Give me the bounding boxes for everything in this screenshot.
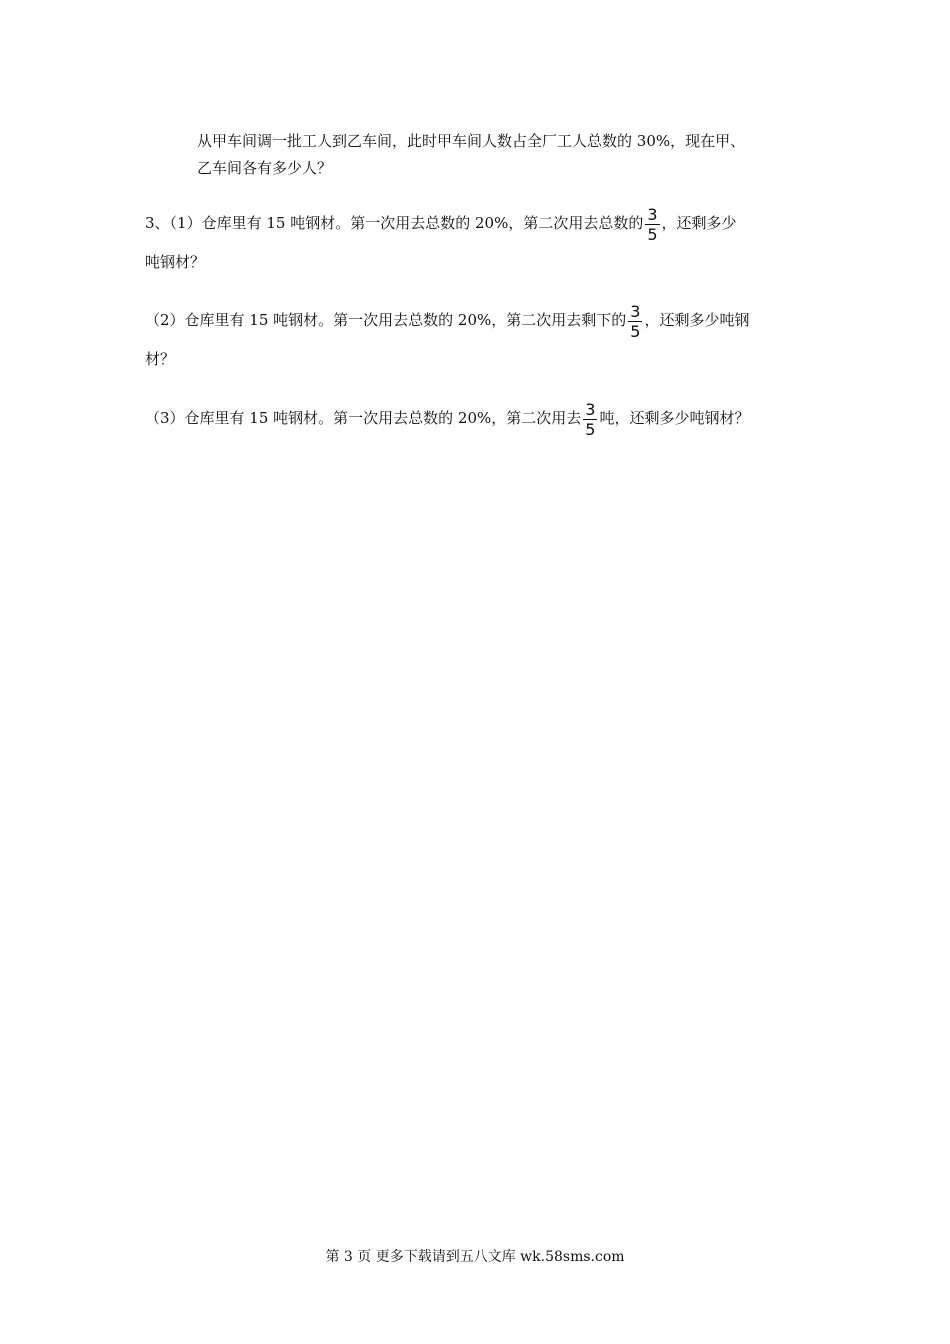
fraction	[645, 205, 659, 244]
q3-part1-text-before: 3、（1）仓库里有 15 吨钢材。第一次用去总数的 20%，第二次用去总数的	[145, 214, 644, 232]
fraction-denominator: 5	[585, 419, 596, 439]
fraction-denominator: 5	[630, 321, 641, 341]
fraction-denominator: 5	[647, 224, 658, 244]
q3-part2-text-after: ，还剩多少吨钢	[644, 311, 750, 329]
fraction-numerator: 3	[647, 204, 658, 224]
fraction-numerator: 3	[630, 301, 641, 321]
q3-part1-line2: 吨钢材？	[145, 253, 206, 271]
fraction	[628, 302, 642, 341]
q3-part3-text-before: （3）仓库里有 15 吨钢材。第一次用去总数的 20%，第二次用去	[145, 409, 582, 427]
q2-continuation-line1: 从甲车间调一批工人到乙车间，此时甲车间人数占全厂工人总数的 30%，现在甲、	[197, 132, 746, 150]
q3-part2-line2: 材？	[145, 350, 176, 368]
page-footer: 第 3 页 更多下载请到五八文库 wk.58sms.com	[325, 1249, 625, 1265]
q3-part3-text-after: 吨，还剩多少吨钢材？	[599, 409, 750, 427]
q2-continuation-line2: 乙车间各有多少人？	[197, 159, 333, 177]
q3-part1-line1	[145, 203, 737, 244]
q3-part3-line1	[145, 398, 749, 439]
q3-part1-text-after: ，还剩多少	[661, 214, 737, 232]
q3-part2-line1	[145, 300, 749, 341]
fraction	[583, 400, 597, 439]
fraction-numerator: 3	[585, 399, 596, 419]
q3-part2-text-before: （2）仓库里有 15 吨钢材。第一次用去总数的 20%，第二次用去剩下的	[145, 311, 627, 329]
